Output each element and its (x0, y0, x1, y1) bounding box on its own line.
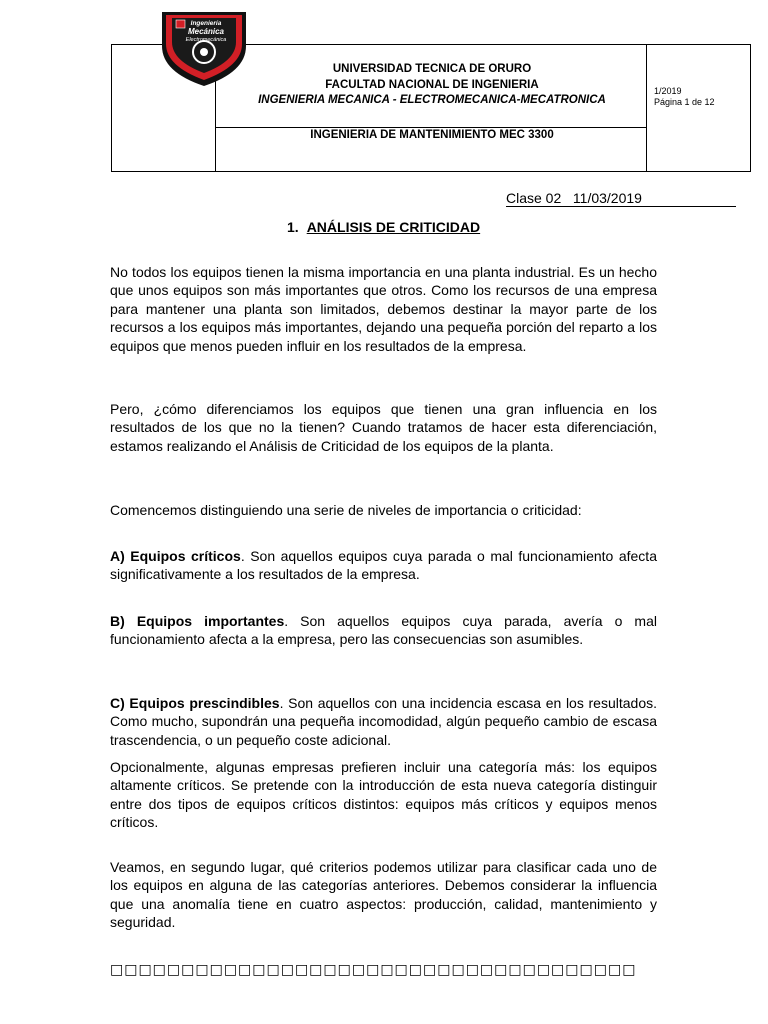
missing-glyph-row: □□□□□□□□□□□□□□□□□□□□□□□□□□□□□□□□□□□□□ (110, 962, 637, 978)
paragraph-criteria: Veamos, en segundo lugar, qué criterios podemos utilizar para clasificar cada uno de los equipos en alguna de las categorías anteriores. Debemos considerar la influencia que una anomalía tiene en cuatro aspectos: producción, calidad, mantenimiento y seguridad. (110, 859, 657, 931)
page-number: Página 1 de 12 (654, 97, 715, 107)
paragraph-intro: No todos los equipos tienen la misma importancia en una planta industrial. Es un hecho que unos equipos son más importantes que otros. Como los recursos de una empresa para mantener una planta son limitados, debemos destinar la mayor parte de los recursos a los equipos más importantes, dejando una pequeña porción del reparto a los equipos que menos pueden influir en los resultados de la empresa. (110, 264, 657, 354)
paragraph-critical (110, 547, 657, 584)
institution-block (217, 62, 647, 109)
university-name: UNIVERSIDAD TECNICA DE ORURO (332, 63, 532, 75)
text-dispensable: . Son aquellos con una incidencia escasa en los resultados. Como mucho, supondrán una pequeña incomodidad, algún pequeño cambio de escasa trascendencia, o un pequeño coste adicional. (110, 695, 657, 748)
page-info (654, 86, 715, 108)
paragraph-levels: Comencemos distinguiendo una serie de niveles de importancia o criticidad: (110, 502, 582, 518)
period: 1/2019 (654, 86, 682, 96)
paragraph-optional: Opcionalmente, algunas empresas prefieren incluir una categoría más: los equipos altamente críticos. Se pretende con la introducción de esta nueva categoría distinguir entre dos tipos de equipos críticos distintos: equipos más críticos y equipos menos críticos. (110, 759, 657, 831)
section-heading (287, 219, 480, 235)
faculty-shield-logo (156, 6, 252, 88)
logo-text-2: Mecánica (187, 27, 225, 36)
course-title: INGENIERIA DE MANTENIMIENTO MEC 3300 (310, 129, 554, 141)
class-date-line: Clase 02 11/03/2019 (506, 190, 736, 207)
paragraph-dispensable (110, 694, 657, 749)
label-critical: A) Equipos críticos (110, 548, 241, 564)
label-dispensable: C) Equipos prescindibles (110, 695, 280, 711)
logo-text-1: Ingeniería (190, 20, 222, 27)
career-name: INGENIERIA MECANICA - ELECTROMECANICA-MECATRONICA (258, 94, 606, 106)
faculty-name: FACULTAD NACIONAL DE INGENIERIA (325, 78, 539, 91)
label-important: B) Equipos importantes (110, 613, 285, 629)
paragraph-important (110, 612, 657, 649)
section-number: 1. (287, 219, 299, 235)
section-title: ANÁLISIS DE CRITICIDAD (306, 219, 481, 235)
header-divider-middle (215, 127, 646, 128)
logo-text-3: Electromecánica (185, 37, 227, 43)
paragraph-question: Pero, ¿cómo diferenciamos los equipos que tienen una gran influencia en los resultados de los que no la tienen? Cuando tratamos de hacer esta diferenciación, estamos realizando el Análisis de Criticidad de los equipos de la planta. (110, 401, 657, 454)
text-critical: . Son aquellos equipos cuya parada o mal funcionamiento afecta significativamente a los resultados de la empresa. (110, 548, 657, 583)
text-important: . Son aquellos equipos cuya parada, avería o mal funcionamiento afecta a la empresa, pero las consecuencias son asumibles. (110, 613, 657, 648)
